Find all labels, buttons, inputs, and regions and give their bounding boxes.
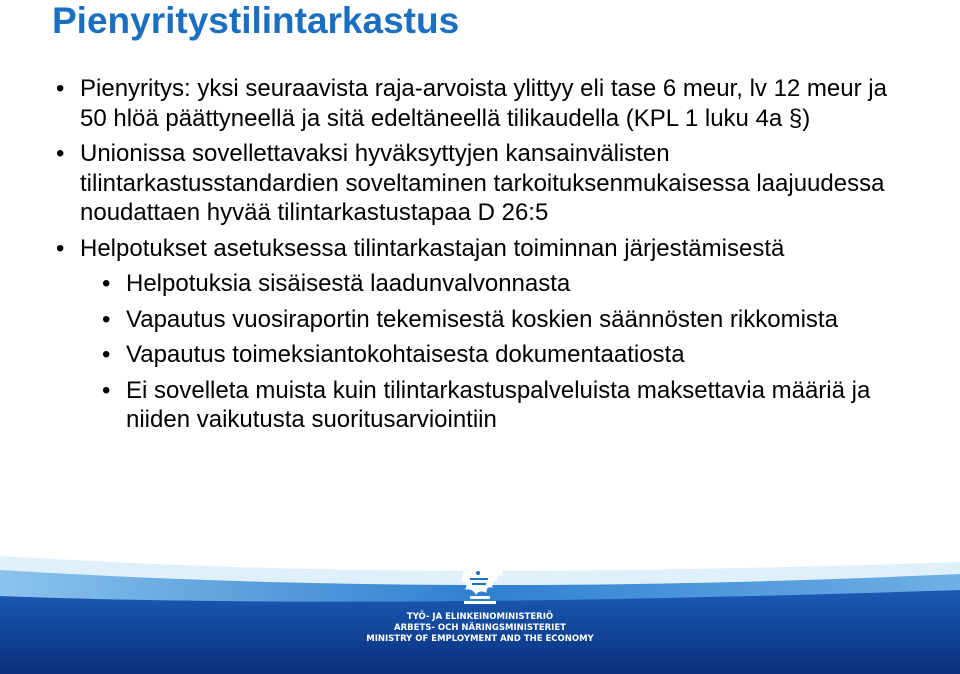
- slide-title: Pienyritystilintarkastus: [52, 0, 460, 41]
- ministry-name-sv: ARBETS- OCH NÄRINGSMINISTERIET: [394, 623, 566, 633]
- bullet-item: • Helpotukset asetuksessa tilintarkastajan toiminnan järjestämisestä: [56, 234, 916, 264]
- ministry-name-en: MINISTRY OF EMPLOYMENT AND THE ECONOMY: [366, 634, 594, 644]
- bullet-item: • Unionissa sovellettavaksi hyväksyttyjen kansainvälisten tilintarkastusstandardien soveltaminen tarkoituksenmukaisessa laajuudessa noudattaen hyvää tilintarkastustapaa D 26:5: [56, 139, 916, 228]
- sub-bullet-item: • Vapautus toimeksiantokohtaisesta dokumentaatiosta: [56, 340, 916, 370]
- sub-bullet-item: • Helpotuksia sisäisestä laadunvalvonnasta: [56, 269, 916, 299]
- bullet-list: [56, 74, 916, 441]
- bullet-item: • Pienyritys: yksi seuraavista raja-arvoista ylittyy eli tase 6 meur, lv 12 meur ja 50 hlöä päättyneellä ja sitä edeltäneellä tilikaudella (KPL 1 luku 4a §): [56, 74, 916, 133]
- ministry-name-fi: TYÖ- JA ELINKEINOMINISTERIÖ: [406, 612, 554, 622]
- finnish-lion-crest-icon: [0, 556, 960, 612]
- footer-banner: [0, 556, 960, 674]
- sub-bullet-item: • Ei sovelleta muista kuin tilintarkastuspalveluista maksettavia määriä ja niiden vaikutusta suoritusarviointiin: [56, 376, 916, 435]
- sub-bullet-item: • Vapautus vuosiraportin tekemisestä koskien säännösten rikkomista: [56, 305, 916, 335]
